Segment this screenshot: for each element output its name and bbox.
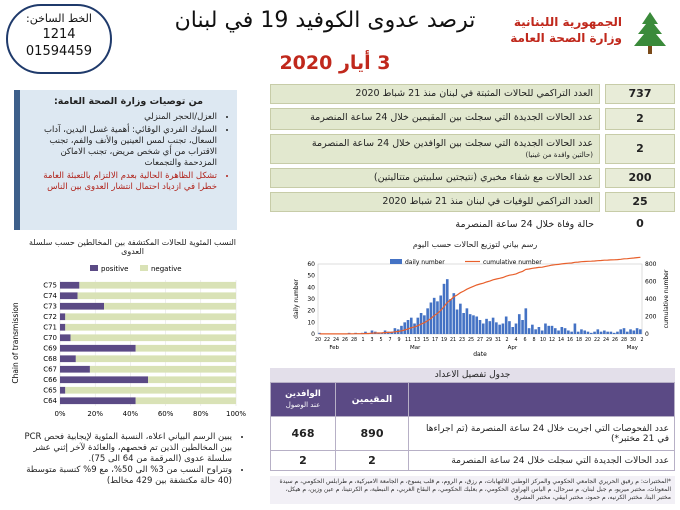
y-tick-label: C65 — [43, 386, 57, 395]
cell-label: عدد الحالات الجديدة التي سجلت خلال 24 ساعة المنصرمة — [409, 451, 675, 471]
stat-label — [270, 216, 600, 234]
daily-bar — [531, 325, 534, 334]
stat-value: 2 — [605, 108, 675, 130]
bar-positive — [60, 345, 136, 352]
y-right-tick: 800 — [645, 261, 657, 268]
bar-negative — [71, 334, 236, 341]
x-tick-label: 25 — [467, 338, 475, 343]
x-tick-label: 24 — [602, 338, 610, 343]
x-tick-label: 22 — [593, 338, 601, 343]
daily-bar — [502, 324, 505, 335]
labs-footnote: *المختبرات: م رفيق الحريري الجامعي الحكومي والمركز الوطني للالتهابات، م رزق، م الروم، م قلب يسوع، م الجامعة الاميركية، م طرابلس الحكومي، م سيدة المعونات، مختبر ميريو، م جبل لبنان، م سرحال، م الياس الهراوي الحكومي، م بعلبك الحكومي، م البقاع الغربي، م النبطية، م الكرنتينا، م عين وزين، م هيكل، مختبر البنا، مختبر الكرنيه، م حمود، مختبر ابيقي، مختبر المشرق — [270, 476, 675, 504]
month-label: Apr — [507, 345, 518, 351]
bar-positive — [60, 387, 65, 394]
stat-label — [270, 168, 600, 188]
cell-arrivals: 2 — [271, 451, 336, 471]
cell-residents: 2 — [336, 451, 409, 471]
y-tick-label: C64 — [43, 397, 57, 406]
stat-label-text: عدد الحالات مع شفاء مخبري (نتيجتين سلبيتين متتاليتين) — [373, 172, 593, 183]
daily-bar — [639, 329, 642, 334]
y-left-tick: 0 — [311, 331, 315, 338]
daily-bar — [564, 328, 567, 334]
daily-bar — [436, 301, 439, 334]
ministry-logo-text — [502, 14, 622, 46]
stat-label-text: العدد التراكمي للحالات المثبتة في لبنان منذ 21 شباط 2020 — [355, 88, 593, 99]
x-tick-label: 17 — [431, 338, 439, 343]
bar-negative — [65, 324, 236, 331]
table-caption: جدول تفصيل الاعداد — [270, 368, 675, 382]
stat-label-text: عدد الحالات الجديدة التي سجلت بين المقيمين خلال 24 ساعة المنصرمة — [310, 112, 593, 123]
stat-row — [270, 134, 675, 164]
daily-bar — [423, 315, 426, 334]
x-tick-label: 31 — [494, 338, 502, 343]
legend-swatch-daily — [390, 259, 402, 264]
legend-label-cumulative: cumulative number — [483, 259, 542, 266]
x-tick-label: 26 — [341, 338, 349, 343]
bar-positive — [60, 324, 65, 331]
y-tick-label: C71 — [43, 323, 57, 332]
stat-row — [270, 84, 675, 104]
daily-bar — [485, 319, 488, 334]
x-tick-label: 14 — [557, 338, 565, 343]
stat-row — [270, 108, 675, 130]
daily-bar — [580, 329, 583, 334]
legend-swatch-negative — [140, 265, 148, 271]
x-tick-label: 20 — [314, 338, 322, 343]
chart-note-item: • يبين الرسم البياني اعلاه، النسبة المئوية لإيجابية فحص PCR بين المخالطين الذين تم فحصهم، والعائدة لآخر إثني عشر سلسلة عدوى (المرقمة من 64 الى 75). — [14, 432, 232, 465]
daily-bar — [606, 332, 609, 334]
recommendation-item: • العزل/الحجر المنزلي — [28, 112, 217, 123]
daily-bar — [603, 331, 606, 335]
x-tick-label: 23 — [458, 338, 466, 343]
daily-bar — [613, 333, 616, 334]
x-tick-label: 3 — [370, 338, 374, 343]
x-tick-label: 6 — [523, 338, 527, 343]
stat-row — [270, 192, 675, 212]
daily-bar — [479, 320, 482, 334]
legend-label-daily: daily number — [405, 259, 445, 266]
daily-bar — [623, 328, 626, 334]
x-tick-label: 22 — [323, 338, 331, 343]
daily-bar — [498, 325, 501, 334]
daily-bar — [597, 329, 600, 334]
daily-bar — [469, 314, 472, 334]
x-tick-label: 1 — [361, 338, 365, 343]
page-title: ترصد عدوى الكوفيد 19 في لبنان — [174, 8, 476, 33]
daily-bar — [511, 327, 514, 334]
bar-negative — [148, 376, 236, 383]
bar-positive — [60, 366, 90, 373]
x-tick-label: 20 — [584, 338, 592, 343]
hotline-number-1: 1214 — [42, 27, 76, 42]
recommendations-title: من توصيات وزارة الصحة العامة: — [53, 96, 204, 107]
bar-positive — [60, 355, 76, 362]
daily-bar — [538, 327, 541, 334]
bar-positive — [60, 313, 65, 320]
col-arrivals-label: الوافدين — [285, 388, 321, 399]
daily-bar — [557, 331, 560, 335]
report-date: 3 أيار 2020 — [279, 52, 391, 74]
daily-bar — [505, 317, 508, 335]
daily-bar — [462, 313, 465, 334]
daily-bar — [544, 324, 547, 335]
col-arrivals-sub: عند الوصول — [285, 400, 321, 409]
transmission-chart-title: النسب المئوية للحالات المكتشفة بين المخالطين حسب سلسلة العدوى — [28, 238, 237, 256]
x-tick-label: 16 — [566, 338, 574, 343]
ministry-logo-line1: الجمهورية اللبنانية — [513, 15, 622, 29]
x-axis-label: date — [473, 351, 487, 358]
daily-bar — [403, 322, 406, 334]
bar-negative — [79, 282, 236, 289]
daily-bar — [410, 318, 413, 334]
stat-label — [270, 192, 600, 212]
daily-bar — [439, 296, 442, 335]
daily-bar — [521, 320, 524, 334]
y-left-label: daily number — [293, 279, 300, 319]
stat-label-text: العدد التراكمي للوفيات في لبنان منذ 21 شباط 2020 — [382, 196, 593, 207]
daily-bar — [515, 324, 518, 335]
x-tick-label: 20% — [87, 410, 103, 418]
cell-residents: 890 — [336, 417, 409, 451]
x-tick-label: 8 — [532, 338, 536, 343]
details-table-grid — [270, 382, 675, 471]
x-tick-label: 10 — [539, 338, 547, 343]
daily-bar — [574, 324, 577, 335]
daily-bar — [636, 328, 639, 334]
y-right-tick: 0 — [645, 331, 649, 338]
table-row — [271, 417, 675, 451]
y-tick-label: C67 — [43, 365, 57, 374]
daily-bar — [541, 331, 544, 335]
bar-negative — [65, 313, 236, 320]
x-tick-label: 9 — [397, 338, 401, 343]
x-tick-label: 15 — [422, 338, 430, 343]
recommendation-item-warning: • تشكل الظاهرة الحالية بعدم الالتزام بالتعبئة العامة خطرا في ازدياد احتمال انتشار العدوى بين الناس — [28, 171, 217, 193]
daily-bar — [518, 314, 521, 334]
cedar-logo-icon — [628, 10, 672, 58]
col-header-residents: المقيمين — [336, 383, 409, 417]
x-tick-label: 2 — [505, 338, 509, 343]
x-tick-label: 60% — [157, 410, 174, 418]
y-axis-label: Chain of transmission — [11, 302, 20, 384]
cell-label: عدد الفحوصات التي اجريت خلال 24 ساعة المنصرمة (تم اجراءها في 21 مختبر*) — [409, 417, 675, 451]
y-tick-label: C69 — [43, 344, 57, 353]
hotline-badge — [6, 4, 112, 74]
x-tick-label: 0% — [54, 410, 66, 418]
x-tick-label: 11 — [404, 338, 412, 343]
stat-note: (حالتين وافدة من غينيا) — [525, 151, 593, 159]
daily-bar — [534, 329, 537, 334]
stat-value: 737 — [605, 84, 675, 104]
x-tick-label: 12 — [548, 338, 556, 343]
daily-bar — [570, 332, 573, 334]
bar-positive — [60, 292, 78, 299]
y-left-tick: 40 — [307, 284, 315, 292]
y-left-tick: 10 — [307, 319, 315, 327]
x-tick-label: 26 — [611, 338, 619, 343]
x-tick-label: 18 — [575, 338, 583, 343]
daily-bar — [577, 332, 580, 334]
daily-bar — [547, 326, 550, 334]
y-tick-label: C66 — [43, 376, 57, 385]
stat-value: 0 — [605, 216, 675, 234]
bar-positive — [60, 397, 136, 404]
daily-bar — [407, 320, 410, 334]
daily-bar — [551, 326, 554, 334]
recommendations-box — [14, 90, 237, 230]
x-tick-label: 28 — [350, 338, 358, 343]
daily-bar — [459, 304, 462, 334]
transmission-chain-chart — [8, 260, 248, 425]
x-tick-label: 2 — [640, 338, 644, 343]
col-header-blank — [409, 383, 675, 417]
daily-bar — [587, 332, 590, 334]
y-tick-label: C75 — [43, 281, 57, 290]
stat-row — [270, 168, 675, 188]
x-tick-label: 21 — [449, 338, 457, 343]
bar-negative — [104, 303, 236, 310]
daily-bar — [489, 321, 492, 334]
x-tick-label: 100% — [225, 410, 247, 418]
x-tick-label: 30 — [629, 338, 637, 343]
legend-label-negative: negative — [151, 265, 182, 273]
daily-bar — [413, 324, 416, 335]
stat-value: 25 — [605, 192, 675, 212]
month-label: Mar — [410, 345, 421, 351]
y-right-label: cumulative number — [663, 269, 670, 329]
x-tick-label: 24 — [332, 338, 340, 343]
ministry-logo-line2: وزارة الصحة العامة — [510, 31, 622, 45]
daily-bar — [453, 293, 456, 334]
daily-cases-chart — [290, 256, 676, 360]
y-left-tick: 60 — [307, 261, 315, 268]
x-tick-label: 4 — [514, 338, 518, 343]
y-right-tick: 200 — [645, 313, 657, 321]
daily-bar — [449, 299, 452, 334]
x-tick-label: 28 — [620, 338, 628, 343]
recommendation-item: • السلوك الفردي الوقائي: أهمية غسل اليدين، آداب السعال، تجنب لمس العينين والأنف والفم، تجنب الاقتراب من أي شخص مريض، تجنب الاماكن المزدحمة والتجمعات — [28, 125, 217, 169]
y-left-tick: 30 — [307, 296, 315, 303]
y-right-tick: 400 — [645, 296, 657, 303]
daily-bar — [394, 328, 397, 334]
daily-bar — [466, 308, 469, 334]
chart-note-item: • وتتراوح النسب من 3% الى 50%، مع 9% كنسبة متوسطة (40 حالة مكتشفة بين 429 مخالط) — [14, 465, 232, 487]
daily-bar — [508, 321, 511, 334]
daily-bar — [629, 329, 632, 334]
daily-bar — [600, 332, 603, 334]
daily-bar — [626, 332, 629, 334]
x-tick-label: 5 — [379, 338, 383, 343]
y-tick-label: C68 — [43, 355, 57, 364]
x-tick-label: 7 — [388, 338, 392, 343]
daily-bar — [583, 331, 586, 335]
stat-label-text: حالة وفاة خلال 24 ساعة المنصرمة — [455, 219, 594, 230]
daily-bar — [528, 328, 531, 334]
cell-arrivals: 468 — [271, 417, 336, 451]
daily-bar — [590, 333, 593, 334]
stat-label — [270, 108, 600, 130]
stat-label-text: عدد الحالات الجديدة التي سجلت بين الوافدين خلال 24 ساعة المنصرمة — [311, 138, 593, 149]
x-tick-label: 27 — [476, 338, 484, 343]
bar-negative — [78, 292, 236, 299]
hotline-number-2: 01594459 — [25, 44, 93, 59]
stat-label — [270, 134, 600, 164]
daily-bar — [495, 322, 498, 334]
bar-positive — [60, 303, 104, 310]
y-tick-label: C74 — [43, 292, 57, 301]
daily-bar — [554, 328, 557, 334]
month-label: May — [626, 345, 638, 351]
bar-negative — [90, 366, 236, 373]
stat-label — [270, 84, 600, 104]
y-tick-label: C73 — [43, 302, 57, 311]
table-row — [271, 451, 675, 471]
y-tick-label: C70 — [43, 334, 57, 343]
y-left-tick: 20 — [307, 307, 315, 315]
daily-bar — [475, 317, 478, 335]
bar-negative — [136, 345, 236, 352]
stat-value: 200 — [605, 168, 675, 188]
x-tick-label: 40% — [122, 410, 139, 418]
daily-bar — [472, 315, 475, 334]
y-left-tick: 50 — [307, 272, 315, 280]
daily-bar — [456, 310, 459, 335]
bar-positive — [60, 282, 79, 289]
chart-notes — [14, 432, 244, 487]
hotline-label: الخط الساخن: — [26, 12, 92, 25]
bar-positive — [60, 376, 148, 383]
daily-bar — [525, 308, 528, 334]
bar-negative — [76, 355, 236, 362]
stat-row — [270, 216, 675, 234]
daily-bar — [443, 284, 446, 334]
stat-value: 2 — [605, 134, 675, 164]
bar-positive — [60, 334, 71, 341]
bar-negative — [136, 397, 236, 404]
daily-bar — [400, 326, 403, 334]
daily-bar — [567, 331, 570, 335]
x-tick-label: 19 — [440, 338, 448, 343]
col-header-arrivals — [271, 383, 336, 417]
daily-bar — [561, 327, 564, 334]
daily-bar — [619, 329, 622, 334]
y-tick-label: C72 — [43, 313, 57, 322]
x-tick-label: 29 — [485, 338, 493, 343]
x-tick-label: 13 — [413, 338, 421, 343]
legend-swatch-positive — [90, 265, 98, 271]
daily-bar — [593, 332, 596, 334]
daily-bar — [482, 324, 485, 335]
legend-label-positive: positive — [101, 265, 129, 273]
bar-negative — [65, 387, 236, 394]
daily-bar — [446, 279, 449, 334]
daily-bar — [492, 318, 495, 334]
daily-bar — [633, 331, 636, 335]
daily-bar — [616, 332, 619, 334]
daily-cases-chart-title: رسم بياني لتوزيع الحالات حسب اليوم — [412, 240, 538, 249]
x-tick-label: 80% — [193, 410, 209, 418]
details-table — [270, 368, 675, 471]
daily-bar — [610, 332, 613, 334]
month-label: Feb — [329, 345, 340, 351]
y-right-tick: 600 — [645, 278, 657, 286]
